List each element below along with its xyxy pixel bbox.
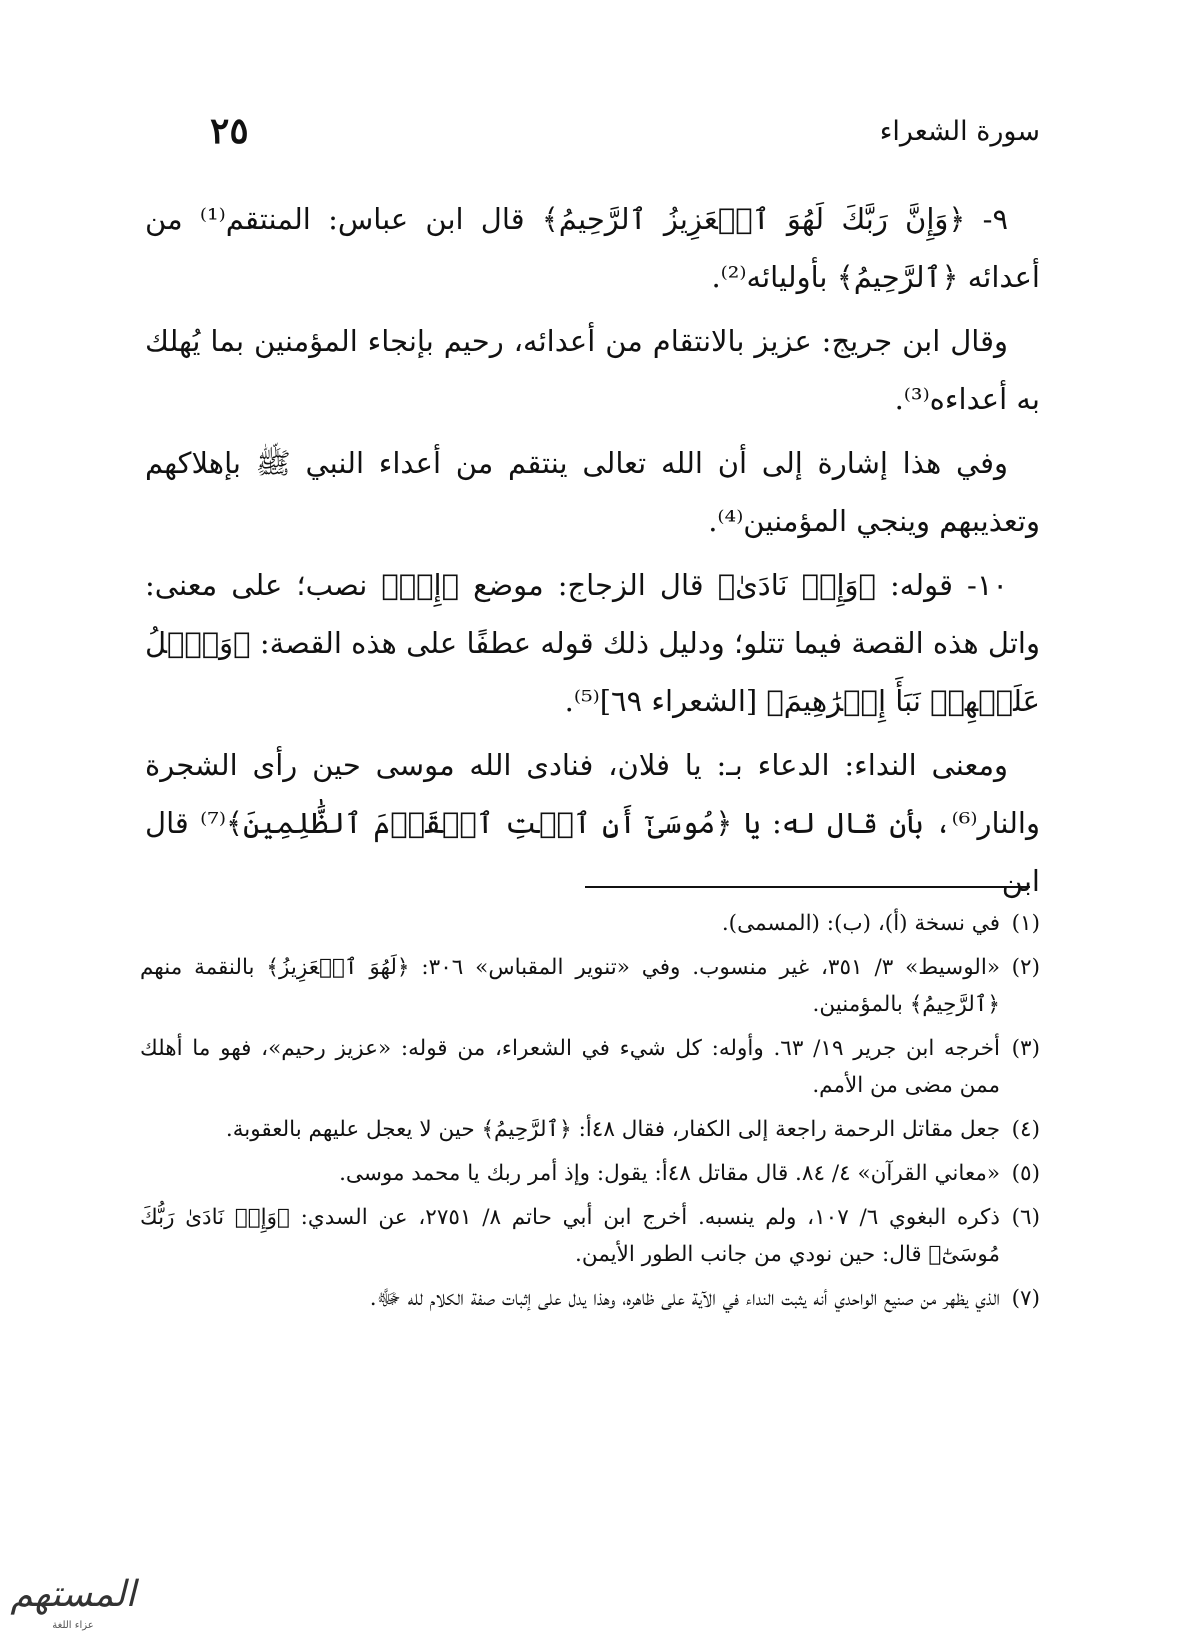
footnote-number: (١) [1011,911,1040,936]
footnote-divider [585,886,1030,888]
logo-main-text: المستهم [10,1574,136,1615]
paragraph-verse-9: ٩- ﴿وَإِنَّ رَبَّكَ لَهُوَ ٱلۡعَزِيزُ ٱلرَّحِيمُ﴾ قال ابن عباس: المنتقم⁽¹⁾ من أعدائه ﴿ٱلرَّحِيمُ﴾ بأوليائه⁽²⁾. [145,202,1040,294]
footnote-number: (٥) [1011,1161,1040,1186]
footnote-text: ذكره البغوي ٦/ ١٠٧، ولم ينسبه. أخرج ابن أبي حاتم ٨/ ٢٧٥١، عن السدي: ﴿وَإِذۡ نَادَىٰ رَبُّكَ مُوسَىٰٓ﴾ قال: حين نودي من جانب الطور الأيمن. [140,1205,1000,1267]
paragraph-verse-10: ١٠- قوله: ﴿وَإِذۡ نَادَىٰ﴾ قال الزجاج: موضع ﴿إِذۡ﴾ نصب؛ على معنى: واتل هذه القصة فيما تتلو؛ ودليل ذلك قوله عطفًا على هذه القصة: ﴿وَٱتۡلُ عَلَيۡهِمۡ نَبَأَ إِبۡرَٰهِيمَ﴾ [الشعراء ٦٩]⁽⁵⁾. [145,568,1040,718]
footnote-1 [140,905,1040,942]
footnote-3 [140,1030,1040,1104]
footnote-text: «الوسيط» ٣/ ٣٥١، غير منسوب. وفي «تنوير المقباس» ٣٠٦: ﴿لَهُوَ ٱلۡعَزِيزُ﴾ بالنقمة منهم ﴿ٱلرَّحِيمُ﴾ بالمؤمنين. [140,955,1000,1017]
footnote-number: (٣) [1011,1036,1040,1061]
footnote-text: جعل مقاتل الرحمة راجعة إلى الكفار، فقال ٤٨أ: ﴿ٱلرَّحِيمُ﴾ حين لا يعجل عليهم بالعقوبة. [225,1117,1000,1142]
footnote-number: (٦) [1011,1205,1040,1230]
page-number: ٢٥ [210,110,249,152]
footnote-text: أخرجه ابن جرير ١٩/ ٦٣. وأوله: كل شيء في الشعراء، من قوله: «عزيز رحيم»، فهو ما أهلك ممن مضى من الأمم. [140,1036,1000,1098]
surah-title: سورة الشعراء [879,116,1040,147]
footnote-number: (٢) [1011,955,1040,980]
footnote-4 [140,1111,1040,1148]
footnote-text: الذي يظهر من صنيع الواحدي أنه يثبت النداء في الآية على ظاهره، وهذا يدل على إثبات صفة الكلام لله ﷻ. [369,1286,1000,1311]
publisher-logo [8,1568,138,1638]
footnote-number: (٧) [1011,1286,1040,1311]
footnote-text: في نسخة (أ)، (ب): (المسمى). [721,911,1000,936]
paragraph-meaning-of-call: ومعنى النداء: الدعاء بـ: يا فلان، فنادى الله موسى حين رأى الشجرة والنار⁽⁶⁾، بأن قال له: يا ﴿مُوسَىٰٓ أَنِ ٱئۡتِ ٱلۡقَوۡمَ ٱلظَّٰلِمِينَ﴾⁽⁷⁾ قال ابن [145,748,1040,898]
main-text [145,190,1040,916]
footnote-5 [140,1155,1040,1192]
footnote-2 [140,949,1040,1023]
footnote-6 [140,1199,1040,1273]
paragraph-ibn-jurayj: وقال ابن جريج: عزيز بالانتقام من أعدائه، رحيم بإنجاء المؤمنين بما يُهلك به أعداءه⁽³⁾. [145,324,1040,416]
footnotes [140,905,1040,1324]
footnote-text: «معاني القرآن» ٤/ ٨٤. قال مقاتل ٤٨أ: يقول: وإذ أمر ربك يا محمد موسى. [339,1161,1000,1186]
paragraph-indication: وفي هذا إشارة إلى أن الله تعالى ينتقم من أعداء النبي ﷺ بإهلاكهم وتعذيبهم وينجي المؤمنين⁽⁴⁾. [145,446,1040,538]
footnote-number: (٤) [1011,1117,1040,1142]
page-header [160,110,1040,160]
logo-sub-text: عزاء اللغة [52,1620,94,1631]
footnote-7 [140,1280,1040,1317]
